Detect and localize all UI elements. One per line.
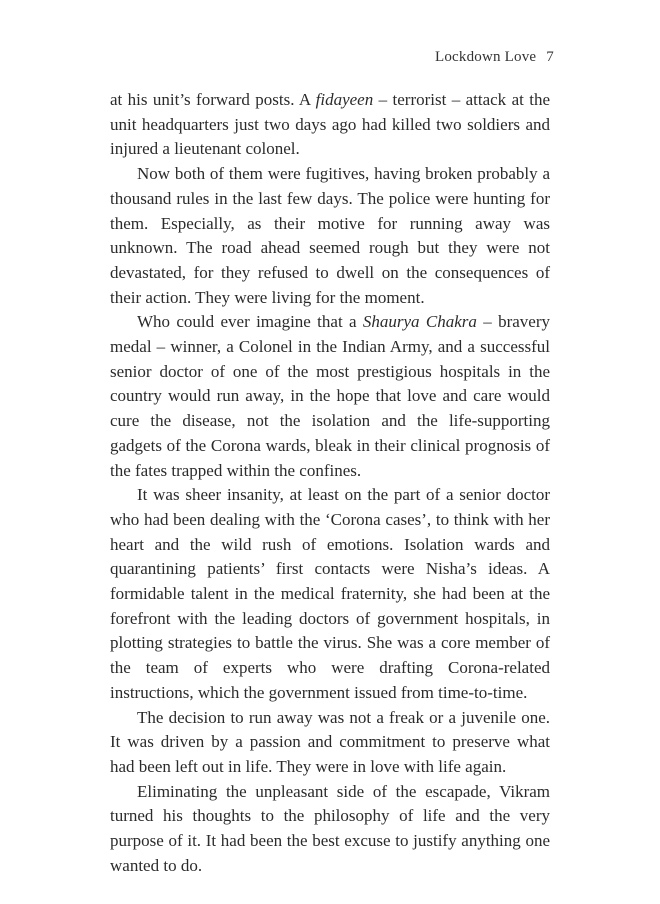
- italic-term-fidayeen: fidayeen: [315, 90, 374, 109]
- running-head: [435, 49, 554, 66]
- text-segment: The decision to run away was not a freak or a juvenile one. It was driven by a passion and commitment to preserve what had been left out in life. They were in love with life again.: [110, 707, 550, 776]
- text-segment: at his unit’s forward posts. A: [110, 90, 316, 109]
- text-segment: It was sheer insanity, at least on the part of a senior doctor who had been dealing with the ‘Corona cases’, to think with her heart and the wild rush of emotions. Isolation wards and quarantining patients’ first contacts were Nisha’s ideas. A formidable talent in the medical fraternity, she had been at the forefront with the leading doctors of government hospitals, in plotting strategies to battle the virus. She was a core member of the team of experts who were drafting Corona-related instructions, which the government issued from time-to-time.: [110, 485, 550, 702]
- body-text: [110, 88, 550, 879]
- paragraph: [110, 483, 550, 705]
- paragraph: [110, 780, 550, 879]
- paragraph: [110, 706, 550, 780]
- running-title: Lockdown Love: [434, 49, 537, 65]
- text-segment: – terrorist – attack at the unit headquarters just two days ago had killed two soldiers and injured a lieutenant colonel.: [110, 90, 550, 159]
- text-segment: Who could ever imagine that a: [137, 312, 363, 332]
- text-segment: Now both of them were fugitives, having broken probably a thousand rules in the last few days. The police were hunting for them. Especially, as their motive for running away was unknown. The road ahead seemed rough but they were not devastated, for they refused to dwell on the consequences of their action. They were living for the moment.: [110, 164, 550, 307]
- italic-term-shaurya-chakra: Shaurya Chakra: [362, 312, 477, 332]
- paragraph: [110, 162, 550, 310]
- paragraph: [110, 88, 550, 162]
- text-segment: – bravery medal – winner, a Colonel in the Indian Army, and a successful senior doctor of one of the most prestigious hospitals in the country would run away, in the hope that love and care would cure the disease, not the isolation and the life-supporting gadgets of the Corona wards, bleak in their clinical prognosis of the fates trapped within the confines.: [110, 312, 550, 480]
- page-number: 7: [546, 49, 554, 65]
- text-segment: Eliminating the unpleasant side of the escapade, Vikram turned his thoughts to the philosophy of life and the very purpose of it. It had been the best excuse to justify anything one wanted to do.: [110, 781, 550, 875]
- paragraph: [110, 310, 550, 483]
